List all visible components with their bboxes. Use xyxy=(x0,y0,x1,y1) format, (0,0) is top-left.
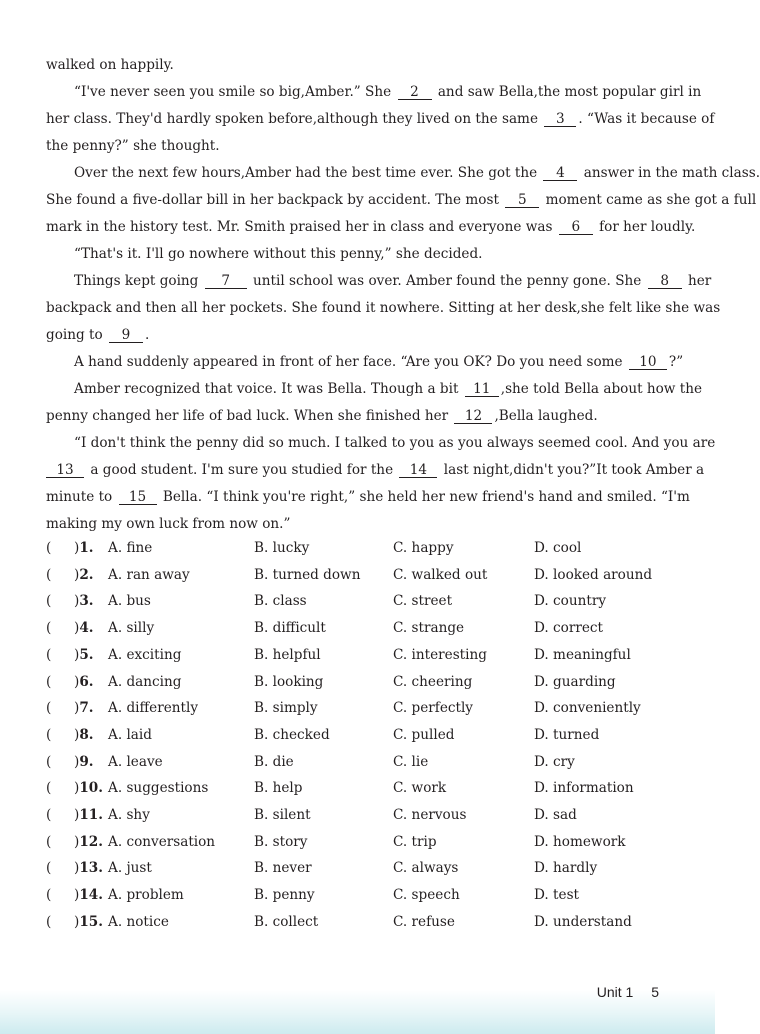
question-label xyxy=(74,807,103,823)
option-b[interactable]: B. help xyxy=(254,780,303,797)
option-c[interactable]: C. walked out xyxy=(393,566,488,583)
passage-line xyxy=(46,516,290,532)
answer-bracket-open[interactable]: ( xyxy=(46,753,52,770)
answer-bracket-close: ) xyxy=(74,700,80,717)
passage-line xyxy=(46,327,149,343)
option-a[interactable]: A. leave xyxy=(108,753,163,770)
answer-bracket-close: ) xyxy=(74,887,80,904)
passage-text: “That's it. I'll go nowhere without this penny,” she decided. xyxy=(74,246,483,262)
answer-bracket-close: ) xyxy=(74,860,80,877)
question-number: 13. xyxy=(79,860,103,877)
option-c[interactable]: C. lie xyxy=(393,753,429,770)
option-a[interactable]: A. ran away xyxy=(108,566,190,583)
blank-4[interactable]: 4 xyxy=(543,166,577,181)
answer-bracket-close: ) xyxy=(74,726,80,743)
passage-text: her xyxy=(687,273,712,289)
question-label xyxy=(74,834,103,850)
question-number: 4. xyxy=(79,620,94,637)
option-a[interactable]: A. laid xyxy=(108,726,152,743)
option-b[interactable]: B. die xyxy=(254,753,294,770)
passage-line xyxy=(46,192,756,208)
answer-bracket-open[interactable]: ( xyxy=(46,540,52,556)
passage-text: until school was over. Amber found the penny gone. She xyxy=(253,273,642,289)
question-label xyxy=(74,620,94,636)
passage-line xyxy=(46,111,714,127)
passage-line xyxy=(46,57,174,73)
option-c[interactable]: C. perfectly xyxy=(393,700,473,717)
question-number: 14. xyxy=(79,887,103,904)
passage-line xyxy=(46,489,690,505)
blank-10[interactable]: 10 xyxy=(629,355,667,370)
passage-line xyxy=(74,273,711,289)
blank-6[interactable]: 6 xyxy=(559,220,593,235)
option-c[interactable]: C. happy xyxy=(393,540,454,556)
passage-text: and saw Bella,the most popular girl in xyxy=(437,84,702,100)
option-d[interactable]: D. hardly xyxy=(534,860,598,877)
blank-12[interactable]: 12 xyxy=(454,409,492,424)
passage-text: Over the next few hours,Amber had the best time ever. She got the xyxy=(74,165,538,181)
option-b[interactable]: B. never xyxy=(254,860,312,877)
blank-2[interactable]: 2 xyxy=(398,85,432,100)
passage-text: for her loudly. xyxy=(599,219,696,235)
answer-bracket-close: ) xyxy=(74,780,80,797)
question-label xyxy=(74,780,103,796)
option-c[interactable]: C. nervous xyxy=(393,807,467,823)
passage-text: Amber recognized that voice. It was Bella. Though a bit xyxy=(74,381,459,397)
passage-text: penny changed her life of bad luck. When she finished her xyxy=(46,408,449,424)
answer-bracket-open[interactable]: ( xyxy=(46,593,52,610)
answer-bracket-close: ) xyxy=(74,540,80,556)
option-c[interactable]: C. work xyxy=(393,780,447,797)
option-d[interactable]: D. homework xyxy=(534,833,626,850)
question-label xyxy=(74,593,94,609)
question-label xyxy=(74,754,94,770)
answer-bracket-close: ) xyxy=(74,620,80,637)
option-c[interactable]: C. trip xyxy=(393,833,437,850)
blank-9[interactable]: 9 xyxy=(109,328,143,343)
passage-text: her class. They'd hardly spoken before,although they lived on the same xyxy=(46,111,538,127)
question-number: 2. xyxy=(79,566,94,583)
option-d[interactable]: D. correct xyxy=(534,620,603,637)
answer-bracket-open[interactable]: ( xyxy=(46,807,52,823)
answer-bracket-open[interactable]: ( xyxy=(46,566,52,583)
option-d[interactable]: D. looked around xyxy=(534,566,653,583)
option-a[interactable]: A. differently xyxy=(108,700,198,717)
question-label xyxy=(74,674,94,690)
question-number: 3. xyxy=(79,593,94,610)
option-a[interactable]: A. suggestions xyxy=(108,780,209,797)
passage-line xyxy=(74,84,701,100)
option-c[interactable]: C. speech xyxy=(393,887,460,904)
option-a[interactable]: A. just xyxy=(108,860,152,877)
passage-text: . xyxy=(145,327,150,343)
option-d[interactable]: D. country xyxy=(534,593,607,610)
answer-bracket-close: ) xyxy=(74,646,80,663)
option-a[interactable]: A. notice xyxy=(108,913,169,930)
option-b[interactable]: B. silent xyxy=(254,807,311,823)
passage-line xyxy=(74,246,482,262)
passage-text: She found a five-dollar bill in her backpack by accident. The most xyxy=(46,192,499,208)
question-number: 6. xyxy=(79,673,94,690)
passage-line xyxy=(46,408,598,424)
option-a[interactable]: A. shy xyxy=(108,807,150,823)
option-b[interactable]: B. checked xyxy=(254,726,330,743)
answer-bracket-open[interactable]: ( xyxy=(46,860,52,877)
option-a[interactable]: A. problem xyxy=(108,887,184,904)
option-d[interactable]: D. understand xyxy=(534,913,632,930)
option-c[interactable]: C. street xyxy=(393,593,453,610)
blank-13[interactable]: 13 xyxy=(46,463,84,478)
answer-bracket-open[interactable]: ( xyxy=(46,887,52,904)
option-a[interactable]: A. exciting xyxy=(108,646,182,663)
option-b[interactable]: B. story xyxy=(254,833,308,850)
question-label xyxy=(74,700,94,716)
passage-text: a good student. I'm sure you studied for the xyxy=(90,462,394,478)
option-d[interactable]: D. turned xyxy=(534,726,600,743)
blank-5[interactable]: 5 xyxy=(505,193,539,208)
passage-text: backpack and then all her pockets. She found it nowhere. Sitting at her desk,she felt like she was xyxy=(46,300,721,316)
question-label xyxy=(74,540,94,556)
answer-bracket-open[interactable]: ( xyxy=(46,780,52,797)
option-c[interactable]: C. interesting xyxy=(393,646,487,663)
question-label xyxy=(74,647,94,663)
question-number: 5. xyxy=(79,646,94,663)
question-number: 1. xyxy=(79,540,94,556)
passage-text: Bella. “I think you're right,” she held her new friend's hand and smiled. “I'm xyxy=(162,489,690,505)
blank-11[interactable]: 11 xyxy=(465,382,499,397)
option-a[interactable]: A. dancing xyxy=(108,673,182,690)
passage-text: answer in the math class. xyxy=(583,165,760,181)
answer-bracket-close: ) xyxy=(74,833,80,850)
answer-bracket-open[interactable]: ( xyxy=(46,833,52,850)
option-c[interactable]: C. pulled xyxy=(393,726,455,743)
passage-text: ,she told Bella about how the xyxy=(500,381,703,397)
blank-7[interactable]: 7 xyxy=(205,274,247,289)
answer-bracket-close: ) xyxy=(74,913,80,930)
answer-bracket-open[interactable]: ( xyxy=(46,700,52,717)
question-label xyxy=(74,567,94,583)
passage-line xyxy=(46,219,695,235)
option-b[interactable]: B. turned down xyxy=(254,566,361,583)
answer-bracket-close: ) xyxy=(74,753,80,770)
passage-text: the penny?” she thought. xyxy=(46,138,220,154)
answer-bracket-open[interactable]: ( xyxy=(46,726,52,743)
answer-bracket-open[interactable]: ( xyxy=(46,646,52,663)
passage-text: walked on happily. xyxy=(46,57,174,73)
option-d[interactable]: D. cool xyxy=(534,540,582,556)
answer-bracket-open[interactable]: ( xyxy=(46,913,52,930)
unit-label: Unit 1 xyxy=(596,984,634,1000)
passage-text: “I don't think the penny did so much. I talked to you as you always seemed cool. And you are xyxy=(74,435,716,451)
answer-bracket-close: ) xyxy=(74,593,80,610)
blank-3[interactable]: 3 xyxy=(544,112,576,127)
option-b[interactable]: B. helpful xyxy=(254,646,321,663)
passage-text: Things kept going xyxy=(74,273,199,289)
option-d[interactable]: D. cry xyxy=(534,753,575,770)
option-b[interactable]: B. penny xyxy=(254,887,315,904)
question-label xyxy=(74,727,94,743)
passage-text: “I've never seen you smile so big,Amber.” She xyxy=(74,84,392,100)
passage-line xyxy=(46,138,220,154)
passage-line xyxy=(46,300,720,316)
option-d[interactable]: D. information xyxy=(534,780,634,797)
option-b[interactable]: B. difficult xyxy=(254,620,326,637)
question-label xyxy=(74,887,103,903)
answer-bracket-close: ) xyxy=(74,566,80,583)
option-b[interactable]: B. collect xyxy=(254,913,319,930)
option-c[interactable]: C. cheering xyxy=(393,673,473,690)
option-c[interactable]: C. always xyxy=(393,860,459,877)
option-d[interactable]: D. sad xyxy=(534,807,577,823)
answer-bracket-open[interactable]: ( xyxy=(46,620,52,637)
option-a[interactable]: A. fine xyxy=(108,540,153,556)
option-a[interactable]: A. conversation xyxy=(108,833,216,850)
question-number: 9. xyxy=(79,753,94,770)
passage-line xyxy=(74,354,683,370)
question-number: 10. xyxy=(79,780,103,797)
answer-bracket-close: ) xyxy=(74,807,80,823)
page-number: 5 xyxy=(651,984,659,1000)
question-number: 8. xyxy=(79,726,94,743)
option-d[interactable]: D. meaningful xyxy=(534,646,631,663)
passage-text: . “Was it because of xyxy=(578,111,715,127)
blank-8[interactable]: 8 xyxy=(648,274,682,289)
answer-bracket-close: ) xyxy=(74,673,80,690)
passage-line xyxy=(74,165,760,181)
passage-text: A hand suddenly appeared in front of her face. “Are you OK? Do you need some xyxy=(74,354,623,370)
option-b[interactable]: B. lucky xyxy=(254,540,310,556)
question-number: 7. xyxy=(79,700,94,717)
option-b[interactable]: B. looking xyxy=(254,673,324,690)
passage-line xyxy=(46,462,704,478)
option-b[interactable]: B. class xyxy=(254,593,307,610)
question-label xyxy=(74,914,103,930)
blank-15[interactable]: 15 xyxy=(119,490,157,505)
passage-text: going to xyxy=(46,327,103,343)
option-c[interactable]: C. refuse xyxy=(393,913,455,930)
question-number: 12. xyxy=(79,833,103,850)
question-number: 11. xyxy=(79,807,103,823)
passage-text: minute to xyxy=(46,489,113,505)
passage-line xyxy=(74,435,715,451)
blank-14[interactable]: 14 xyxy=(399,463,437,478)
passage-line xyxy=(74,381,702,397)
question-number: 15. xyxy=(79,913,103,930)
page-footer xyxy=(597,984,659,1000)
option-d[interactable]: D. conveniently xyxy=(534,700,641,717)
option-a[interactable]: A. silly xyxy=(108,620,155,637)
option-b[interactable]: B. simply xyxy=(254,700,318,717)
option-a[interactable]: A. bus xyxy=(108,593,151,610)
passage-text: moment came as she got a full xyxy=(545,192,757,208)
passage-text: making my own luck from now on.” xyxy=(46,516,291,532)
passage-text: ,Bella laughed. xyxy=(494,408,598,424)
question-label xyxy=(74,860,103,876)
option-d[interactable]: D. test xyxy=(534,887,580,904)
option-d[interactable]: D. guarding xyxy=(534,673,616,690)
option-c[interactable]: C. strange xyxy=(393,620,465,637)
answer-bracket-open[interactable]: ( xyxy=(46,673,52,690)
passage-text: last night,didn't you?”It took Amber a xyxy=(443,462,705,478)
passage-text: mark in the history test. Mr. Smith praised her in class and everyone was xyxy=(46,219,553,235)
passage-text: ?” xyxy=(668,354,684,370)
